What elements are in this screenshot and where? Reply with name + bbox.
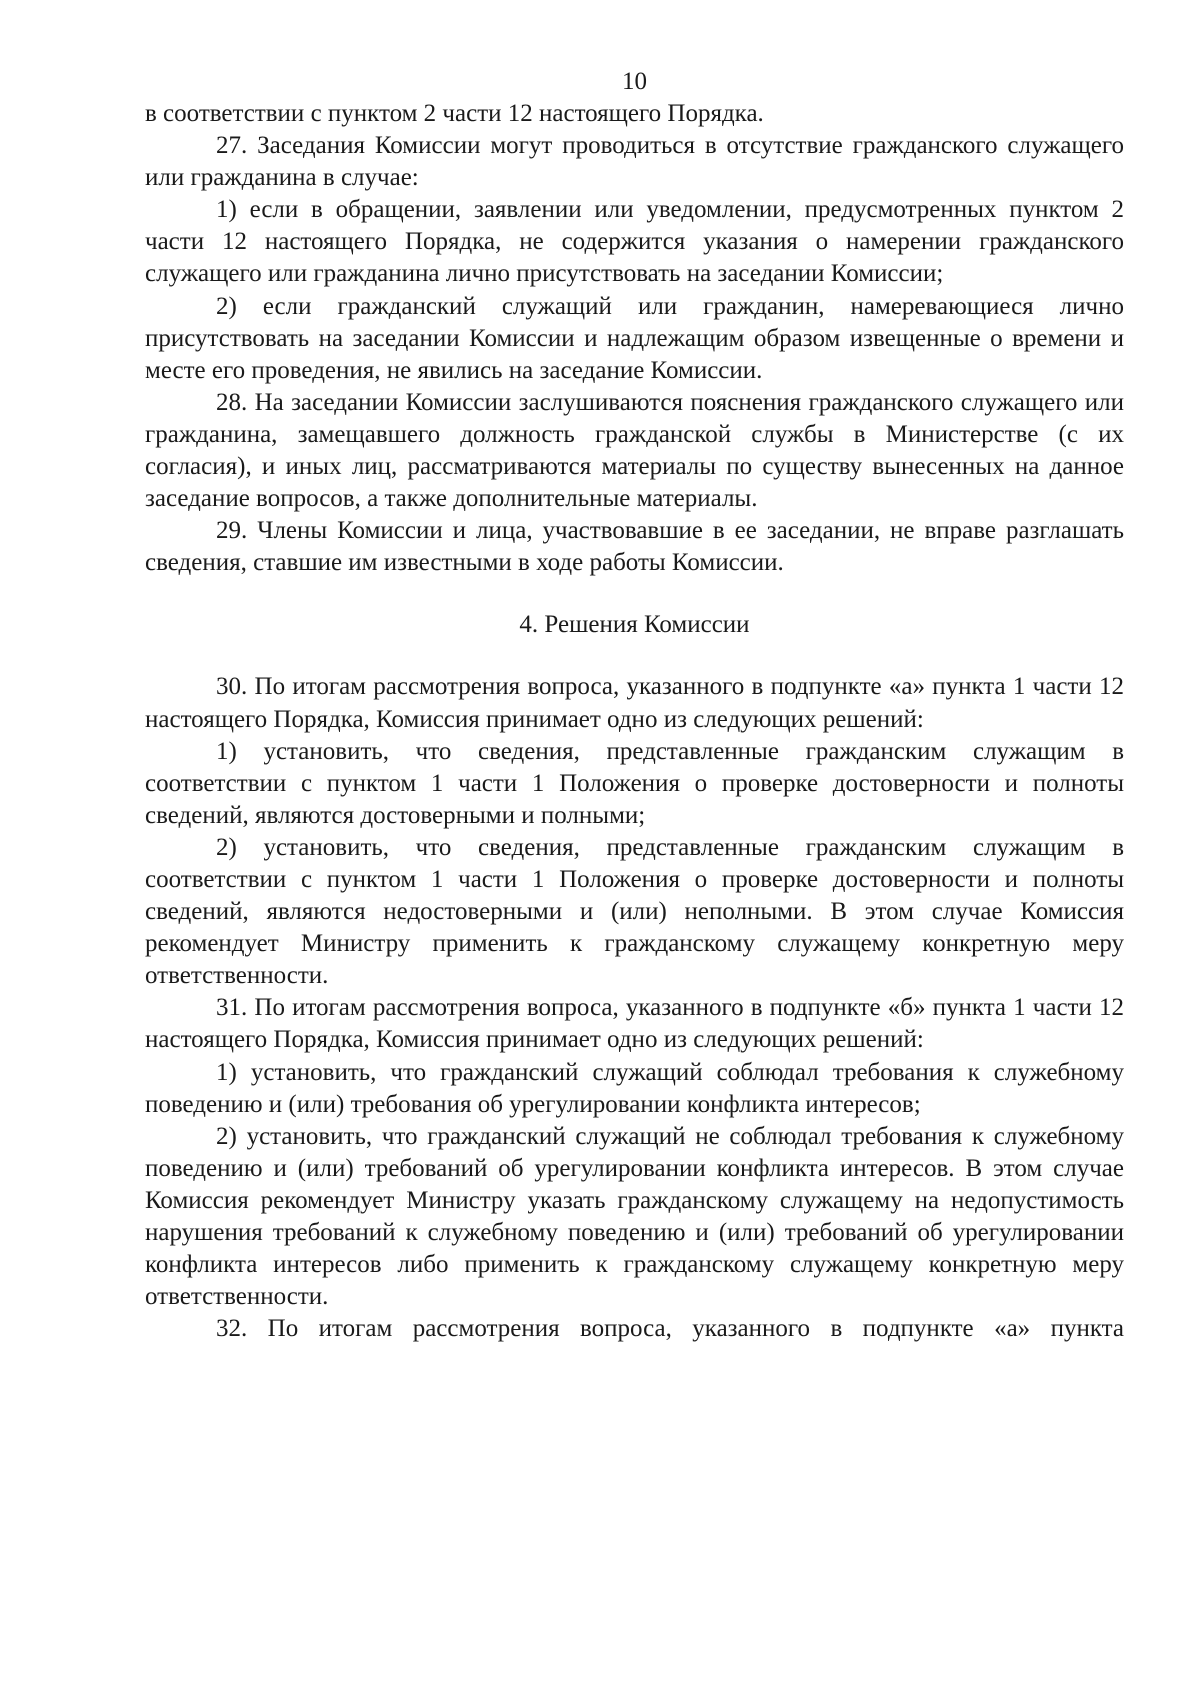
paragraph: 2) установить, что гражданский служащий не соблюдал требования к служебному поведению и (или) требований об урегулировании конфликта интересов. В этом случае Комиссия рекомендует Министру указать гражданскому служащему на недопустимость нарушения требований к служебному поведению и (или) требований об урегулировании конфликта интересов либо применить к гражданскому служащему конкретную меру ответственности.: [145, 1122, 1124, 1311]
paragraph: 1) установить, что сведения, представленные гражданским служащим в соответствии с пунктом 1 части 1 Положения о проверке достоверности и полноты сведений, являются достоверными и полными;: [145, 737, 1124, 829]
page-number: 10: [622, 68, 647, 95]
paragraphs-before-heading: [145, 98, 1124, 579]
paragraphs-after-heading: [145, 671, 1124, 1345]
paragraph: 2) установить, что сведения, представленные гражданским служащим в соответствии с пунктом 1 части 1 Положения о проверке достоверности и полноты сведений, являются недостоверными и (или) неполными. В этом случае Комиссия рекомендует Министру применить к гражданскому служащему конкретную меру ответственности.: [145, 833, 1124, 990]
section-heading: 4. Решения Комиссии: [519, 611, 750, 639]
paragraph: 27. Заседания Комиссии могут проводиться в отсутствие гражданского служащего или гражданина в случае:: [145, 132, 1124, 192]
paragraph: 2) если гражданский служащий или гражданин, намеревающиеся лично присутствовать на заседании Комиссии и надлежащим образом извещенные о времени и месте его проведения, не явились на заседание Комиссии.: [145, 292, 1124, 384]
paragraph: 30. По итогам рассмотрения вопроса, указанного в подпункте «а» пункта 1 части 12 настоящего Порядка, Комиссия принимает одно из следующих решений:: [145, 673, 1124, 733]
paragraph: 1) если в обращении, заявлении или уведомлении, предусмотренных пунктом 2 части 12 настоящего Порядка, не содержится указания о намерении гражданского служащего или гражданина лично присутствовать на заседании Комиссии;: [145, 196, 1124, 288]
paragraph: в соответствии с пунктом 2 части 12 настоящего Порядка.: [145, 100, 764, 127]
paragraph: 1) установить, что гражданский служащий соблюдал требования к служебному поведению и (или) требования об урегулировании конфликта интересов;: [145, 1058, 1124, 1118]
paragraph: 29. Члены Комиссии и лица, участвовавшие в ее заседании, не вправе разглашать сведения, ставшие им известными в ходе работы Комиссии.: [145, 517, 1124, 577]
paragraph: 32. По итогам рассмотрения вопроса, указанного в подпункте «а» пункта: [216, 1315, 1124, 1343]
paragraph: 31. По итогам рассмотрения вопроса, указанного в подпункте «б» пункта 1 части 12 настоящего Порядка, Комиссия принимает одно из следующих решений:: [145, 994, 1124, 1054]
paragraph: 28. На заседании Комиссии заслушиваются пояснения гражданского служащего или гражданина, замещавшего должность гражданской службы в Министерстве (с их согласия), и иных лиц, рассматриваются материалы по существу вынесенных на данное заседание вопросов, а также дополнительные материалы.: [145, 388, 1124, 513]
